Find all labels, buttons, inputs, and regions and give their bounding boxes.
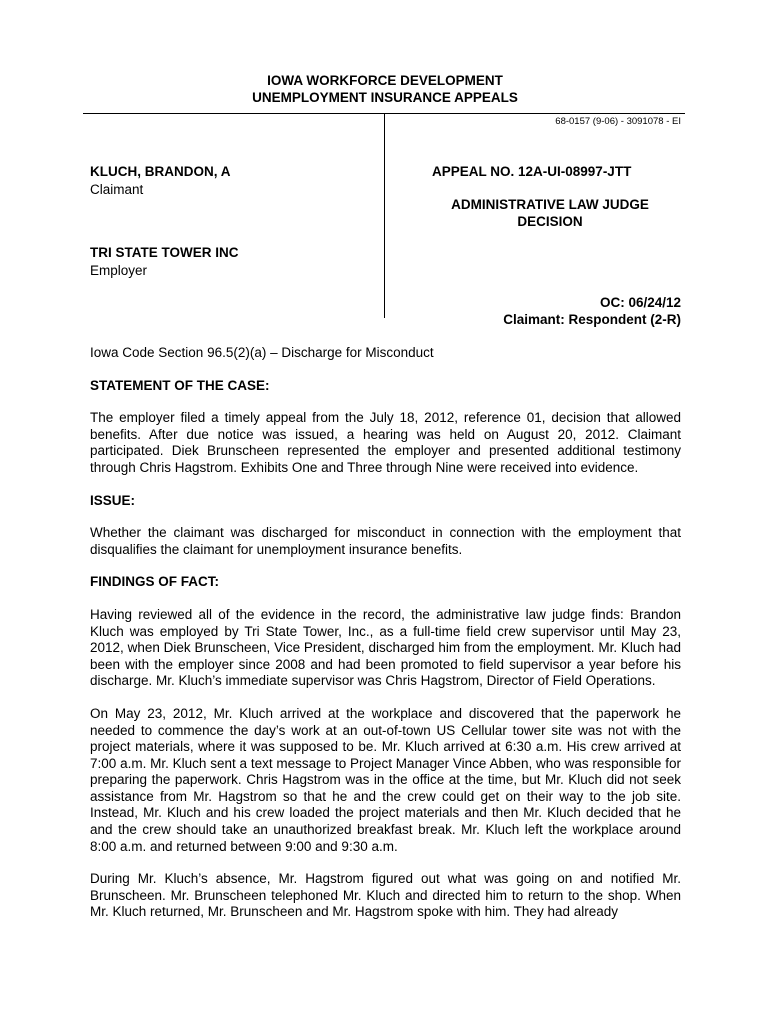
form-number: 68-0157 (9-06) - 3091078 - EI — [555, 116, 681, 127]
decision-title — [420, 196, 680, 230]
findings-heading: FINDINGS OF FACT: — [90, 574, 219, 590]
case-status — [503, 294, 681, 328]
decision-body — [90, 345, 681, 937]
decision-title-line1: ADMINISTRATIVE LAW JUDGE — [451, 197, 649, 212]
statement-heading: STATEMENT OF THE CASE: — [90, 377, 270, 393]
findings-paragraph: On May 23, 2012, Mr. Kluch arrived at the workplace and discovered that the paperwork he needed to commence the day’s work at an out-of-town US Cellular tower site was not with the project materials, where it was supposed to be. Mr. Kluch arrived at 6:30 a.m. His crew arrived at 7:00 a.m. Mr. Kluch sent a text message to Project Manager Vince Abben, who was responsible for preparing the paperwork. Chris Hagstrom was in the office at the time, but Mr. Kluch did not seek assistance from Mr. Hagstrom so that he and the crew could get on their way to the job site. Instead, Mr. Kluch and his crew loaded the project materials and then Mr. Kluch decided that he and the crew should take an unauthorized breakfast break. Mr. Kluch left the workplace around 8:00 a.m. and returned between 9:00 and 9:30 a.m. — [90, 705, 681, 854]
agency-header — [0, 72, 770, 106]
agency-division: UNEMPLOYMENT INSURANCE APPEALS — [252, 90, 518, 105]
issue-heading: ISSUE: — [90, 492, 136, 508]
oc-date: OC: 06/24/12 — [599, 295, 681, 310]
appeal-number: APPEAL NO. 12A-UI-08997-JTT — [432, 164, 632, 179]
agency-name: IOWA WORKFORCE DEVELOPMENT — [267, 73, 503, 88]
employer-role: Employer — [90, 263, 148, 278]
findings-paragraph: During Mr. Kluch’s absence, Mr. Hagstrom figured out what was going on and notified Mr. Brunscheen. Mr. Brunscheen telephoned Mr. Kluch and directed him to return to the shop. When Mr. Kluch returned, Mr. Brunscheen and Mr. Hagstrom spoke with him. They had already — [90, 871, 681, 920]
caption-divider — [384, 113, 385, 318]
statement-text: The employer filed a timely appeal from the July 18, 2012, reference 01, decision that allowed benefits. After due notice was issued, a hearing was held on August 20, 2012. Claimant participated. Diek Brunscheen represented the employer and presented additional testimony through Chris Hagstrom. Exhibits One and Three through Nine were received into evidence. — [90, 410, 681, 475]
issue-text: Whether the claimant was discharged for misconduct in connection with the employment that disqualifies the claimant for unemployment insurance benefits. — [90, 525, 681, 557]
findings-paragraph: Having reviewed all of the evidence in the record, the administrative law judge finds: Brandon Kluch was employed by Tri State Tower, Inc., as a full-time field crew supervisor until May 23, 2012, when Diek Brunscheen, Vice President, discharged him from the employment. Mr. Kluch had been with the employer since 2008 and had been promoted to field supervisor a year before his discharge. Mr. Kluch’s immediate supervisor was Chris Hagstrom, Director of Field Operations. — [90, 606, 681, 689]
claimant-status: Claimant: Respondent (2-R) — [503, 312, 681, 327]
claimant-role: Claimant — [90, 182, 144, 197]
code-section: Iowa Code Section 96.5(2)(a) – Discharge for Misconduct — [90, 345, 434, 360]
claimant-name: KLUCH, BRANDON, A — [90, 164, 231, 179]
decision-title-line2: DECISION — [517, 214, 583, 229]
employer-name: TRI STATE TOWER INC — [90, 245, 239, 260]
